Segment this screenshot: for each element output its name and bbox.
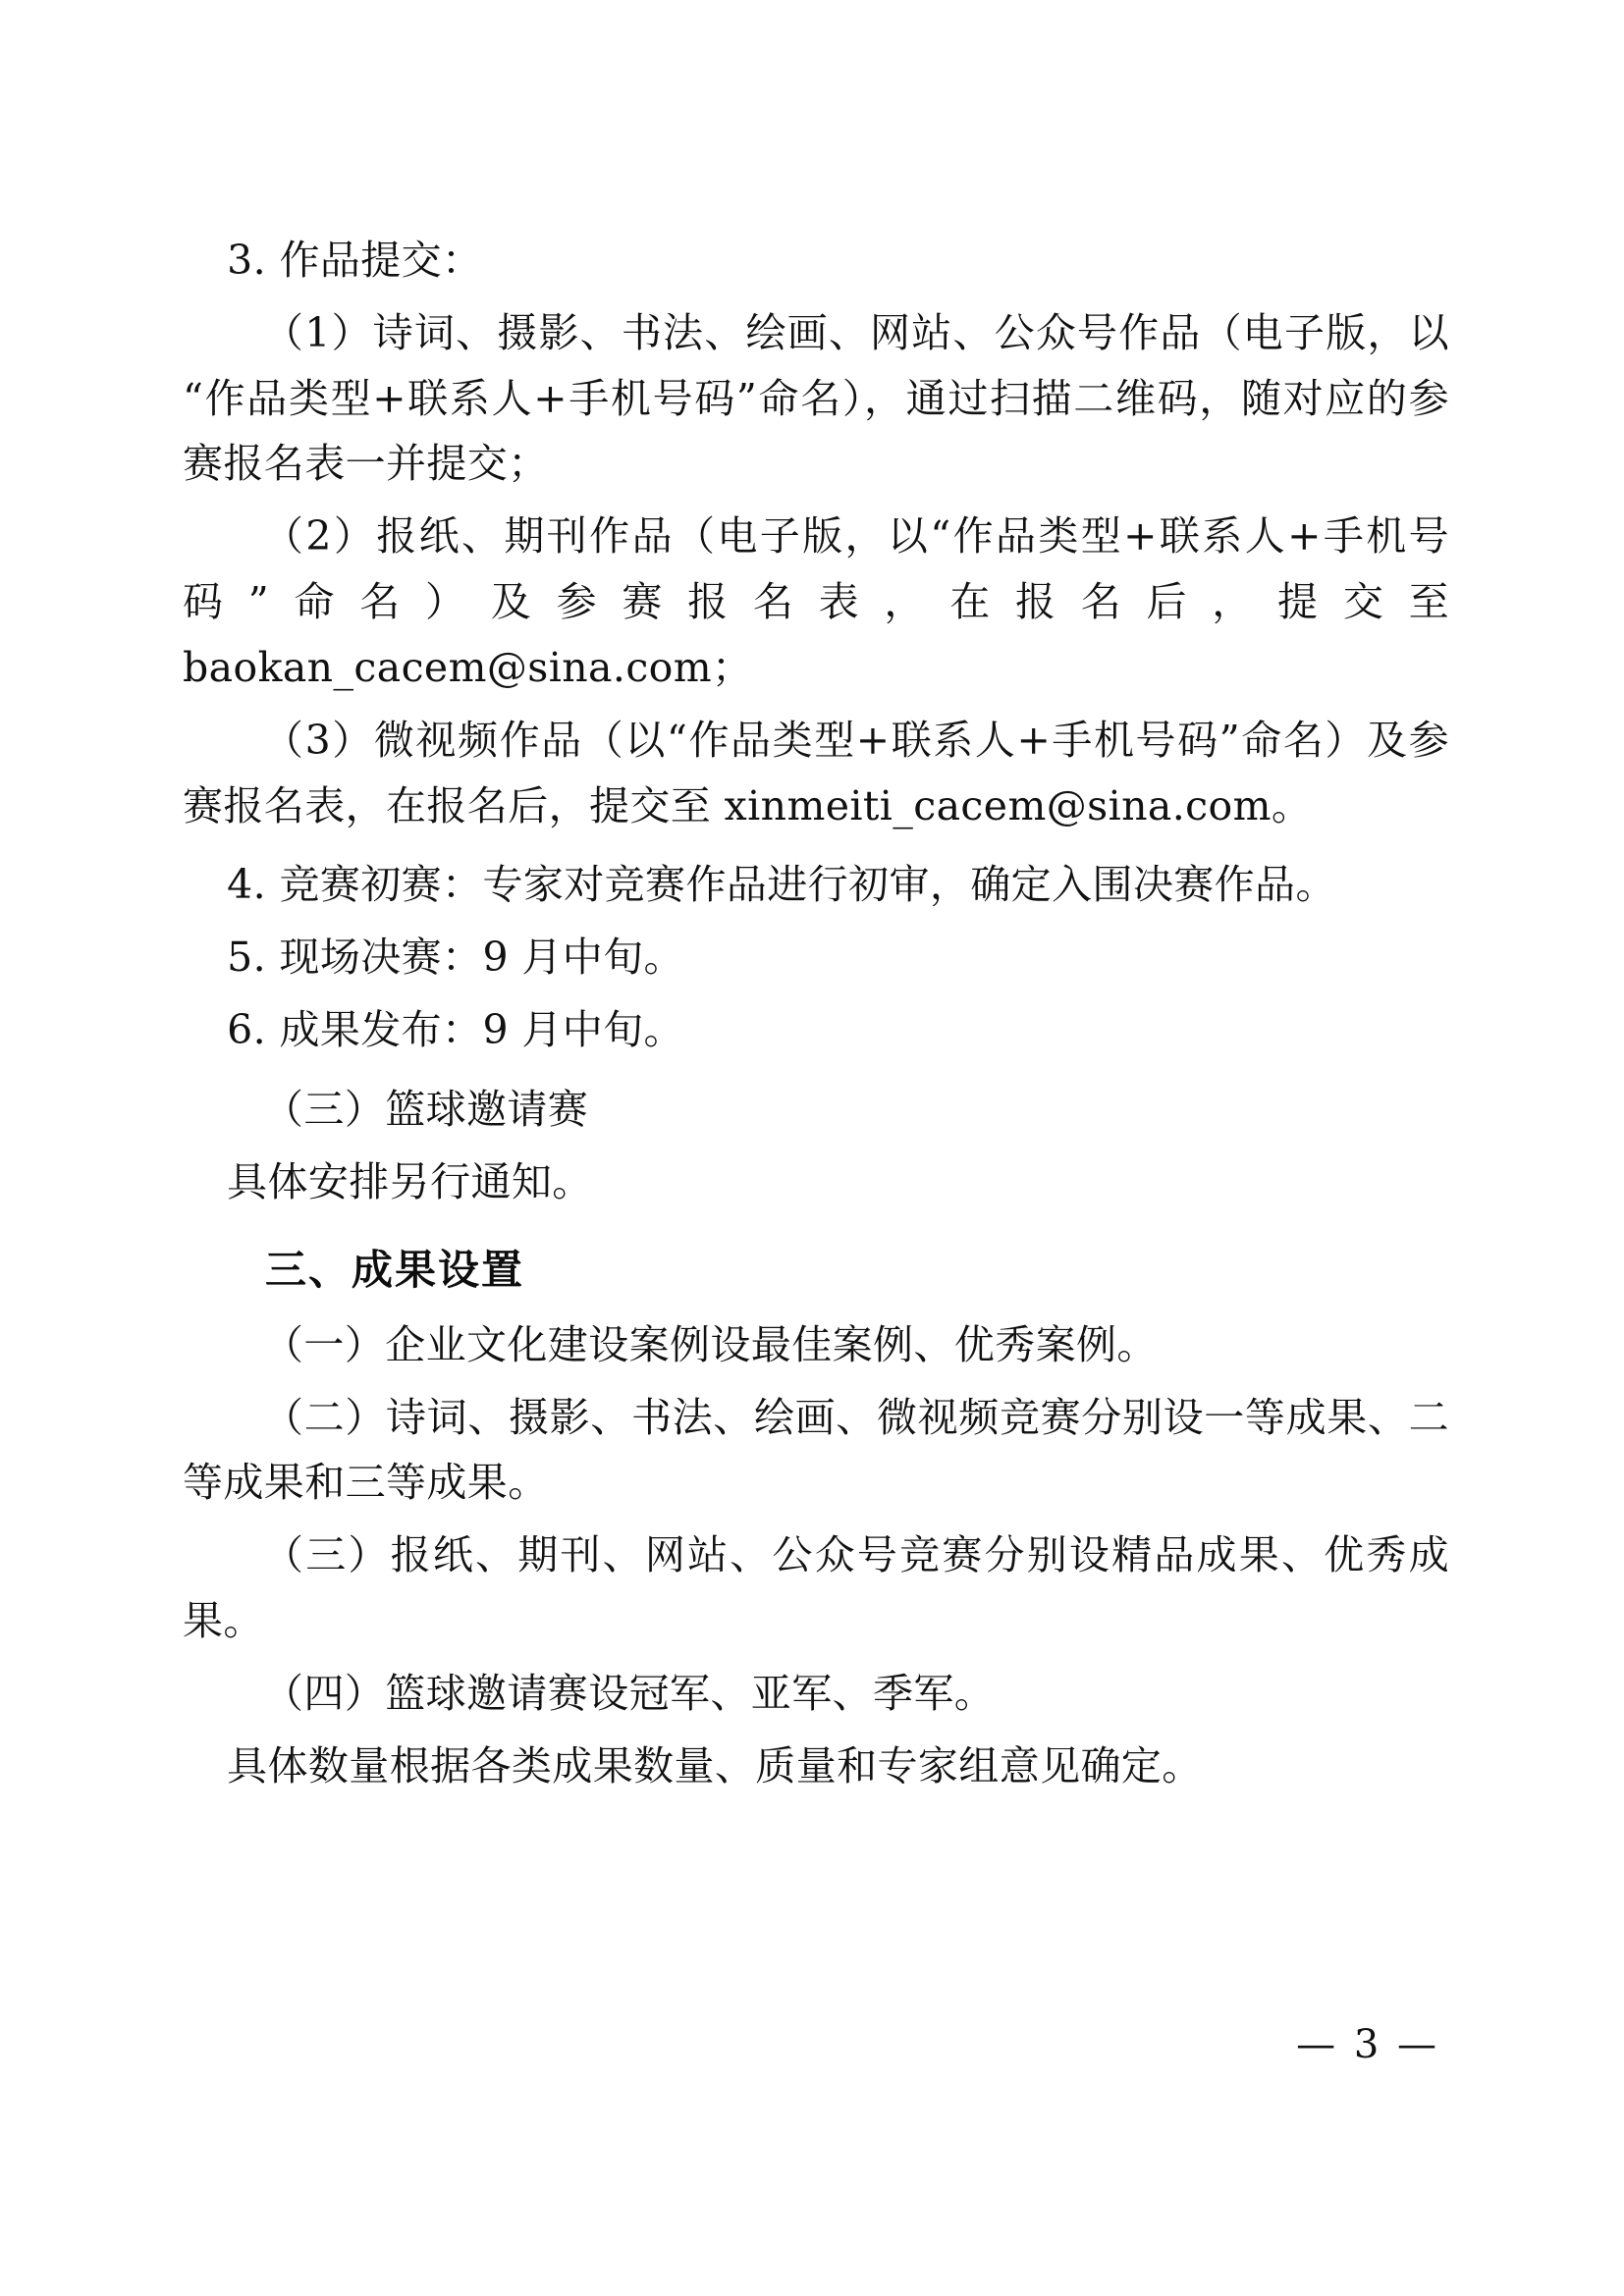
- paragraph-results-3: （三）报纸、期刊、网站、公众号竞赛分别设精品成果、优秀成果。: [183, 1531, 1449, 1645]
- paragraph-basketball-invitational: （三）篮球邀请赛: [263, 1085, 589, 1133]
- paragraph-results-4: （四）篮球邀请赛设冠军、亚军、季军。: [263, 1669, 996, 1717]
- paragraph-results-1: （一）企业文化建设案例设最佳案例、优秀案例。: [263, 1320, 1158, 1368]
- page-number: — 3 —: [1296, 2022, 1439, 2067]
- paragraph-item-2: （2）报纸、期刊作品（电子版，以“作品类型+联系人+手机号码”命名）及参赛报名表，在报名后，提交至 baokan_cacem@sina.com；: [183, 512, 1449, 691]
- paragraph-item-3: （3）微视频作品（以“作品类型+联系人+手机号码”命名）及参赛报名表，在报名后，提交至 xinmeiti_cacem@sina.com。: [183, 716, 1449, 829]
- section-heading-results-setup: 三、成果设置: [265, 1245, 525, 1294]
- paragraph-submission-heading: 3. 作品提交：: [227, 237, 483, 284]
- document-body: [183, 228, 1449, 1806]
- paragraph-final-round: 5. 现场决赛：9 月中旬。: [227, 934, 684, 982]
- paragraph-preliminary-round: 4. 竞赛初赛：专家对竞赛作品进行初审，确定入围决赛作品。: [227, 861, 1336, 909]
- paragraph-item-1: （1）诗词、摄影、书法、绘画、网站、公众号作品（电子版，以“作品类型+联系人+手机号码”命名），通过扫描二维码，随对应的参赛报名表一并提交；: [183, 308, 1449, 488]
- paragraph-results-2: （二）诗词、摄影、书法、绘画、微视频竞赛分别设一等成果、二等成果和三等成果。: [183, 1393, 1449, 1507]
- paragraph-basketball-note: 具体安排另行通知。: [227, 1157, 593, 1205]
- paragraph-results-quantity-note: 具体数量根据各类成果数量、质量和专家组意见确定。: [227, 1741, 1203, 1789]
- paragraph-results-release: 6. 成果发布：9 月中旬。: [227, 1006, 684, 1054]
